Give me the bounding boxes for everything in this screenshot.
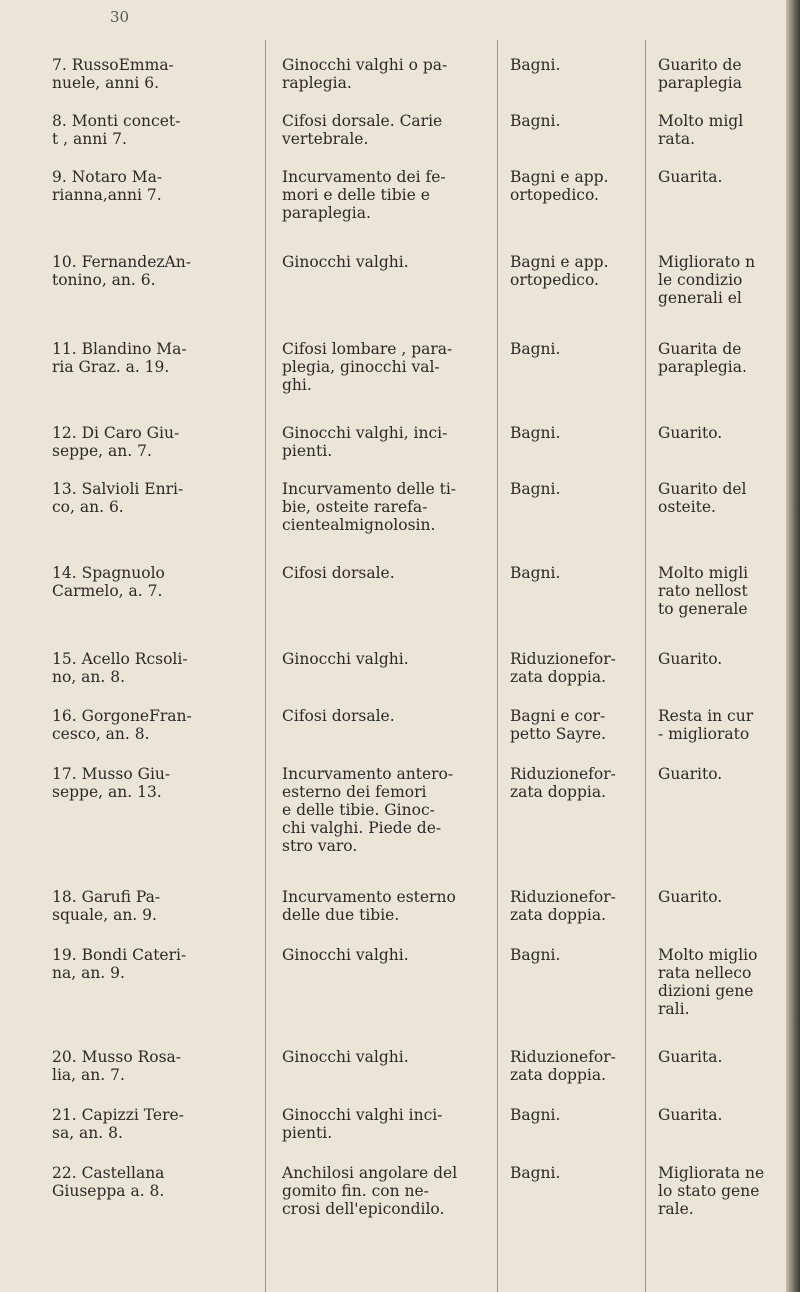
- patient-cell: 20. Musso Rosa- lia, an. 7.: [52, 1048, 182, 1084]
- outcome-cell: Guarito del osteite.: [658, 480, 747, 516]
- patient-cell: 9. Notaro Ma- rianna,anni 7.: [52, 168, 163, 204]
- treatment-cell: Bagni.: [510, 56, 561, 74]
- page-edge-shadow: [786, 0, 800, 1292]
- diagnosis-cell: Anchilosi angolare del gomito fin. con ne- crosi dell'epicondilo.: [282, 1164, 458, 1218]
- patient-cell: 12. Di Caro Giu- seppe, an. 7.: [52, 424, 180, 460]
- diagnosis-cell: Ginocchi valghi.: [282, 946, 409, 964]
- treatment-cell: Bagni.: [510, 1164, 561, 1182]
- treatment-cell: Bagni.: [510, 564, 561, 582]
- diagnosis-cell: Ginocchi valghi.: [282, 253, 409, 271]
- patient-cell: 14. Spagnuolo Carmelo, a. 7.: [52, 564, 165, 600]
- diagnosis-cell: Ginocchi valghi o pa- raplegia.: [282, 56, 448, 92]
- treatment-cell: Riduzionefor- zata doppia.: [510, 1048, 616, 1084]
- patient-cell: 22. Castellana Giuseppa a. 8.: [52, 1164, 165, 1200]
- outcome-cell: Molto migl rata.: [658, 112, 744, 148]
- treatment-cell: Riduzionefor- zata doppia.: [510, 765, 616, 801]
- outcome-cell: Guarita.: [658, 1048, 723, 1066]
- diagnosis-cell: Cifosi dorsale. Carie vertebrale.: [282, 112, 443, 148]
- outcome-cell: Guarita de paraplegia.: [658, 340, 747, 376]
- column-rule-3: [645, 40, 646, 1292]
- outcome-cell: Molto miglio rata nelleco dizioni gene rali.: [658, 946, 758, 1018]
- patient-cell: 19. Bondi Cateri- na, an. 9.: [52, 946, 187, 982]
- treatment-cell: Riduzionefor- zata doppia.: [510, 888, 616, 924]
- treatment-cell: Bagni.: [510, 340, 561, 358]
- treatment-cell: Bagni e app. ortopedico.: [510, 168, 609, 204]
- column-rule-1: [265, 40, 266, 1292]
- outcome-cell: Resta in cur - migliorato: [658, 707, 754, 743]
- treatment-cell: Bagni.: [510, 1106, 561, 1124]
- page-number: 30: [110, 8, 130, 26]
- treatment-cell: Bagni.: [510, 112, 561, 130]
- patient-cell: 8. Monti concet- t , anni 7.: [52, 112, 181, 148]
- diagnosis-cell: Cifosi dorsale.: [282, 564, 395, 582]
- diagnosis-cell: Incurvamento dei fe- mori e delle tibie e paraplegia.: [282, 168, 446, 222]
- patient-cell: 11. Blandino Ma- ria Graz. a. 19.: [52, 340, 187, 376]
- column-rule-2: [497, 40, 498, 1292]
- treatment-cell: Bagni.: [510, 480, 561, 498]
- patient-cell: 13. Salvioli Enri- co, an. 6.: [52, 480, 184, 516]
- diagnosis-cell: Incurvamento esterno delle due tibie.: [282, 888, 456, 924]
- outcome-cell: Guarita.: [658, 1106, 723, 1124]
- outcome-cell: Molto migli rato nellost to generale: [658, 564, 749, 618]
- diagnosis-cell: Ginocchi valghi inci- pienti.: [282, 1106, 443, 1142]
- outcome-cell: Migliorata ne lo stato gene rale.: [658, 1164, 765, 1218]
- patient-cell: 7. RussoEmma- nuele, anni 6.: [52, 56, 174, 92]
- outcome-cell: Guarito.: [658, 888, 723, 906]
- treatment-cell: Bagni e cor- petto Sayre.: [510, 707, 606, 743]
- patient-cell: 18. Garufi Pa- squale, an. 9.: [52, 888, 161, 924]
- treatment-cell: Riduzionefor- zata doppia.: [510, 650, 616, 686]
- diagnosis-cell: Ginocchi valghi.: [282, 1048, 409, 1066]
- diagnosis-cell: Ginocchi valghi.: [282, 650, 409, 668]
- outcome-cell: Guarito.: [658, 765, 723, 783]
- outcome-cell: Guarito.: [658, 424, 723, 442]
- diagnosis-cell: Incurvamento antero- esterno dei femori e delle tibie. Ginoc- chi valghi. Piede de- stro varo.: [282, 765, 454, 855]
- diagnosis-cell: Ginocchi valghi, inci- pienti.: [282, 424, 448, 460]
- outcome-cell: Guarita.: [658, 168, 723, 186]
- patient-cell: 17. Musso Giu- seppe, an. 13.: [52, 765, 171, 801]
- patient-cell: 15. Acello Rcsoli- no, an. 8.: [52, 650, 188, 686]
- treatment-cell: Bagni e app. ortopedico.: [510, 253, 609, 289]
- outcome-cell: Guarito de paraplegia: [658, 56, 742, 92]
- outcome-cell: Guarito.: [658, 650, 723, 668]
- treatment-cell: Bagni.: [510, 946, 561, 964]
- treatment-cell: Bagni.: [510, 424, 561, 442]
- diagnosis-cell: Incurvamento delle ti- bie, osteite rarefa- cientealmignolosin.: [282, 480, 457, 534]
- outcome-cell: Migliorato n le condizio generali el: [658, 253, 756, 307]
- patient-cell: 10. FernandezAn- tonino, an. 6.: [52, 253, 191, 289]
- patient-cell: 16. GorgoneFran- cesco, an. 8.: [52, 707, 192, 743]
- patient-cell: 21. Capizzi Tere- sa, an. 8.: [52, 1106, 184, 1142]
- diagnosis-cell: Cifosi dorsale.: [282, 707, 395, 725]
- diagnosis-cell: Cifosi lombare , para- plegia, ginocchi val- ghi.: [282, 340, 453, 394]
